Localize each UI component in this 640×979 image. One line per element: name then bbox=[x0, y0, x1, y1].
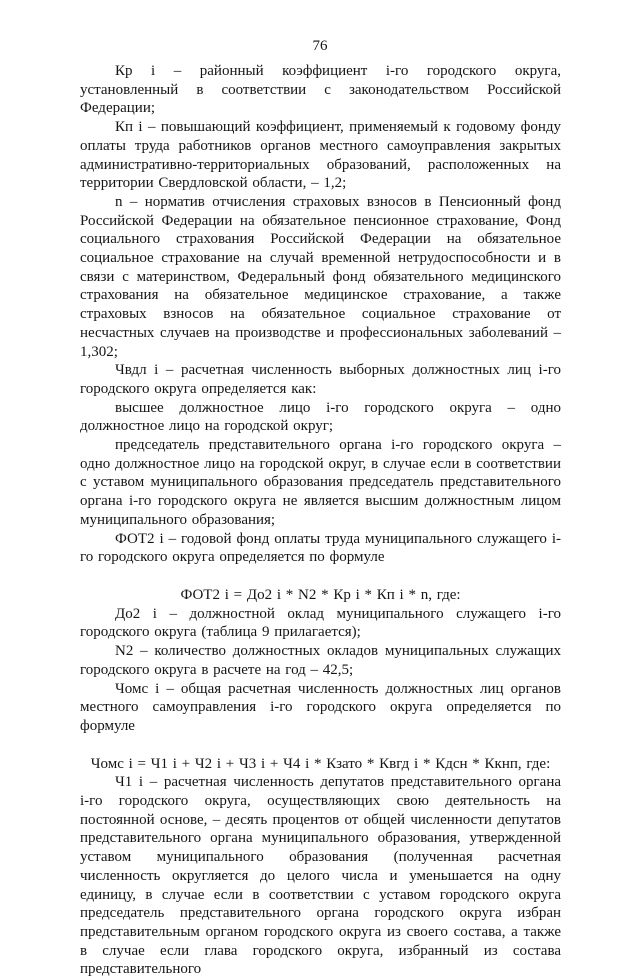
paragraph-do2-i: До2 i – должностной оклад муниципального служащего i-го городского округа (таблица 9 прилагается); bbox=[80, 605, 561, 641]
page-number: 76 bbox=[312, 38, 328, 54]
paragraph-chvdl-i: Чвдл i – расчетная численность выборных должностных лиц i-го городского округа определяется как: bbox=[80, 362, 561, 397]
paragraph-ch1-i: Ч1 i – расчетная численность депутатов представительного органа i-го городского округа, осуществляющих свою деятельность на постоянной основе, – десять процентов от общей численности депутатов представительного органа муниципального образования, утвержденной уставом муниципального образования (полученная расчетная численность округляется до целого числа и уменьшается на одну единицу, в случае если в соответствии с уставом городского округа председатель представительного органа городского округа избран представительным органом городского округа из своего состава, а также в случае если глава городского округа, избранный из состава представительного bbox=[80, 774, 561, 978]
paragraph-n-normativ: n – норматив отчисления страховых взносов в Пенсионный фонд Российской Федерации на обязательное пенсионное страхование, Фонд социального страхования Российской Федерации на обязательное социальное страхование на случай временной нетрудоспособности и в связи с материнством, Федеральный фонд обязательного медицинского страхования на обязательное медицинское страхование, а также страховых взносов на обязательное социальное страхование от несчастных случаев на производстве и профессиональных заболеваний – 1,302; bbox=[80, 193, 561, 360]
paragraph-kr-i: Кр i – районный коэффициент i-го городского округа, установленный в соответствии с законодательством Российской Федерации; bbox=[80, 63, 561, 117]
paragraph-predsedatel: председатель представительного органа i-го городского округа – одно должностное лицо на городской округ, в случае если в соответствии с уставом муниципального образования председатель представительного органа i-го городского округа не является высшим должностным лицом муниципального образования; bbox=[80, 437, 561, 528]
formula-fot2: ФОТ2 i = До2 i * N2 * Кр i * Кп i * n, где: bbox=[180, 586, 461, 603]
formula-choms: Чомс i = Ч1 i + Ч2 i + Ч3 i + Ч4 i * Кзато * Квгд i * Кдсн * Ккнп, где: bbox=[90, 755, 551, 772]
paragraph-vysshee-lico: высшее должностное лицо i-го городского округа – одно должностное лицо на городской округ; bbox=[80, 399, 561, 435]
paragraph-n2: N2 – количество должностных окладов муниципальных служащих городского округа в расчете на год – 42,5; bbox=[80, 643, 561, 678]
paragraph-choms-i: Чомс i – общая расчетная численность должностных лиц органов местного самоуправления i-го городского округа определяется по формуле bbox=[80, 680, 561, 734]
document-body bbox=[80, 62, 561, 979]
paragraph-fot2-i: ФОТ2 i – годовой фонд оплаты труда муниципального служащего i-го городского округа определяется по формуле bbox=[80, 530, 561, 566]
paragraph-kp-i: Кп i – повышающий коэффициент, применяемый к годовому фонду оплаты труда работников органов местного самоуправления закрытых административно-территориальных образований, расположенных на территории Свердловской области, – 1,2; bbox=[80, 119, 561, 192]
